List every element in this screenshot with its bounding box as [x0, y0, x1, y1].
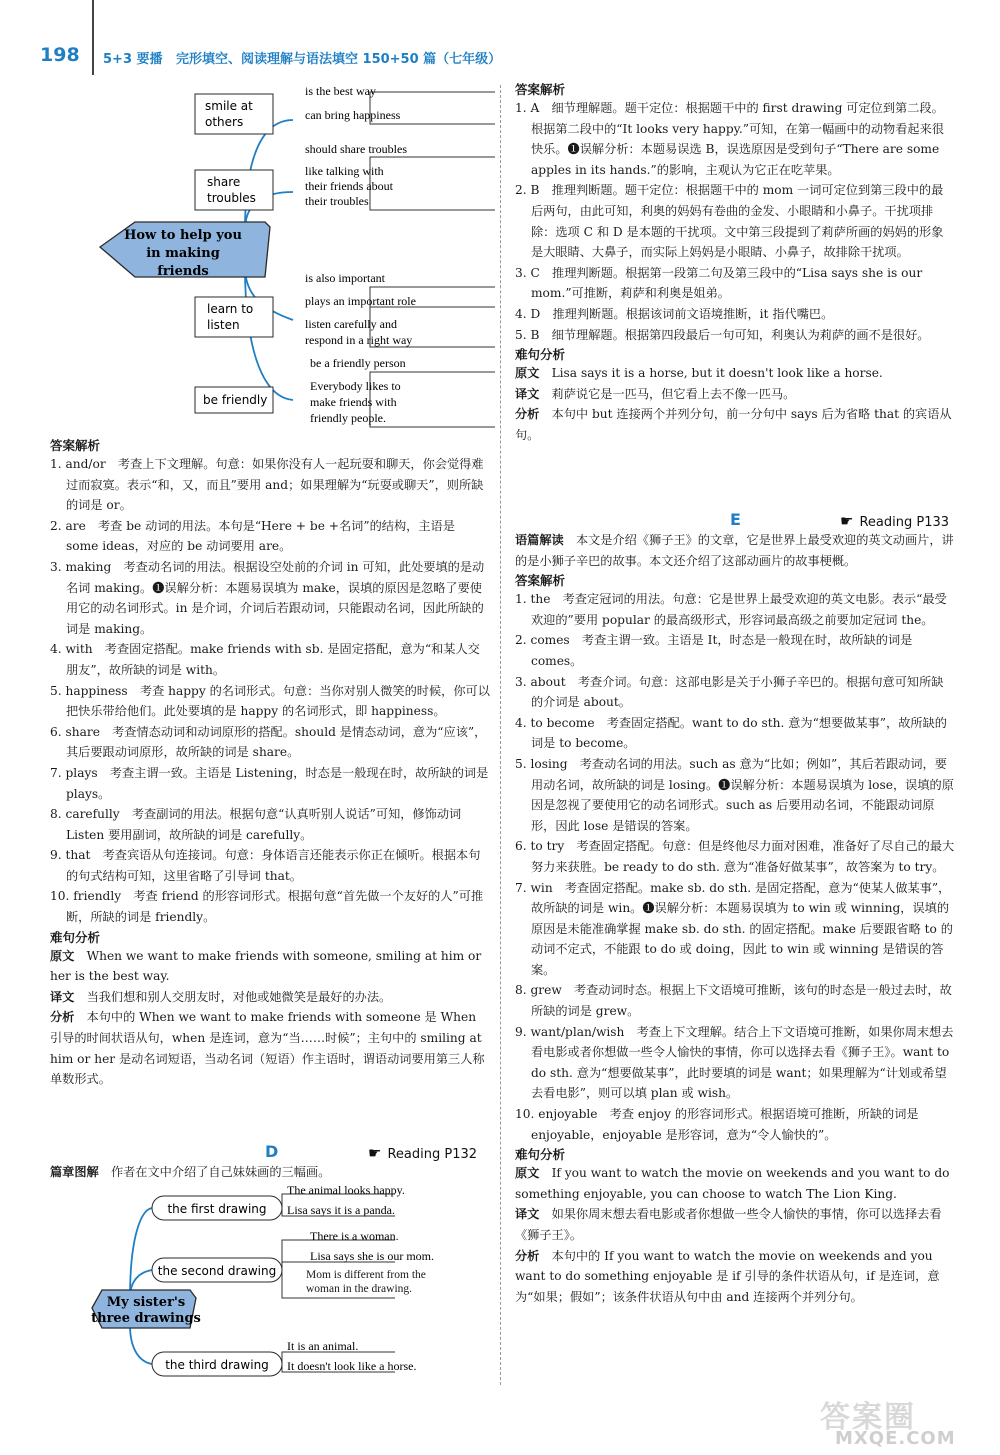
leaf-friendly-person: be a friendly person: [310, 356, 406, 370]
left-answers-heading: 答案解析: [50, 438, 101, 453]
leaf-happiness: can bring happiness: [305, 108, 401, 122]
answer-item: 1. A 细节理解题。题干定位：根据题干中的 first drawing 可定位到第二段。根据第二段中的“It looks very happy.”可知，在第一幅画中的动物看起来很快乐。❶误解分析：本题易误选 B，误选原因是受到句子“There are some apples in its hands.”的影响，主观认为它正在吃苹果。: [515, 101, 944, 177]
section-d-marker: D: [265, 1142, 279, 1161]
mindmap-help-friends: [95, 82, 495, 430]
reading-d-ref: ☛ Reading P132: [368, 1144, 478, 1162]
left-answers-section: [50, 436, 490, 1090]
right-answers-d: [515, 80, 955, 446]
branch-listen-line1: learn to: [207, 302, 254, 316]
leaf-everybody-2: make friends with: [310, 395, 397, 409]
answer-item: 5. happiness 考查 happy 的名词形式。句意：当你对别人微笑的时候，你可以把快乐带给他们。此处要填的是 happy 的名词形式，即 happiness。: [50, 683, 490, 719]
leaf-mom-different: Mom is different from the woman in the drawing.: [306, 1269, 426, 1295]
leaf-is-animal: It is an animal.: [287, 1339, 359, 1353]
right-answers-e-heading: 答案解析: [515, 573, 566, 589]
mindmap2-hub-line2: three drawings: [91, 1311, 201, 1326]
leaf-listen-carefully-2: respond in a right way: [305, 333, 413, 347]
right-answers-e: [515, 530, 955, 1307]
left-fenxi: 分析 本句中的 When we want to make friends with someone 是 When 引导的时间状语从句，when 是连词，意为“当……时候”；主句中的 smiling at him or her 是动名词短语，当动名词（短语）作主语时，谓语动词要用第三人称单数形式。: [50, 1010, 485, 1087]
answer-item: 4. with 考查固定搭配。make friends with sb. 是固定搭配，意为“和某人交朋友”，故所缺的词是 with。: [50, 642, 480, 677]
leaf-listen-carefully-1: listen carefully and: [305, 317, 397, 331]
leaf-should-share: should share troubles: [305, 142, 407, 156]
branch-smile-line1: smile at: [205, 99, 253, 113]
right-fenxi-2: 分析 本句中的 If you want to watch the movie on weekends and you want to do something enjoyable 是 if 引导的条件状语从句，if 是连词，意为“如果；假如”；该条件状语从句中由 and 连接两个并列分句。: [515, 1248, 940, 1304]
answer-item: 6. to try 考查固定搭配。句意：但是终他尽力面对困难，准备好了尽自己的最大努力来获胜。be ready to do sth. 意为“准备好做某事”，故答案为 to try。: [515, 839, 955, 874]
page-header: [0, 0, 1000, 72]
leaf-talking-2: their friends about: [305, 179, 393, 193]
answer-item: 5. B 细节理解题。根据第四段最后一句可知，利奥认为莉萨的画不是很好。: [515, 327, 930, 342]
answer-item: 10. friendly 考查 friend 的形容词形式。根据句意“首先做一个友好的人”可推断，所缺的词是 friendly。: [50, 889, 484, 925]
answer-item: 10. enjoyable 考查 enjoy 的形容词形式。根据语境可推断，所缺的词是 enjoyable，enjoyable 是形容词，意为“令人愉快的”。: [515, 1107, 919, 1142]
leaf-not-horse: It doesn't look like a horse.: [287, 1359, 417, 1373]
leaf-our-mom: Lisa says she is our mom.: [310, 1249, 434, 1263]
section-e-marker: E: [730, 510, 741, 529]
answer-item: 8. carefully 考查副词的用法。根据句意“认真听别人说话”可知，修饰动词 Listen 要用副词，故所缺的词是 carefully。: [50, 807, 462, 842]
answer-item: 1. and/or 考查上下文理解。句意：如果你没有人一起玩耍和聊天，你会觉得难过而寂寞。表示“和，又，而且”要用 and；如果理解为“玩耍或聊天”，则所缺的词是 or。: [50, 457, 484, 513]
mindmap1-hub-line2: in making: [146, 246, 220, 261]
brand-label: 5+3 要播: [103, 52, 163, 67]
pianzhang-line: 篇章图解 作者在文中介绍了自己妹妹画的三幅画。: [50, 1165, 331, 1179]
pointing-hand-icon: ☛: [840, 512, 854, 530]
header-divider: [92, 0, 94, 75]
right-difficult-heading: 难句分析: [515, 347, 566, 363]
answer-item: 2. comes 考查主谓一致。主语是 It，时态是一般现在时，故所缺的词是 comes。: [515, 633, 913, 668]
answer-item: 6. share 考查情态动词和动词原形的搭配。should 是情态动词，意为“应该”，其后要跟动词原形，故所缺的词是 share。: [50, 724, 487, 760]
answer-item: 2. B 推理判断题。题干定位：根据题干中的 mom 一词可定位到第三段中的最后两句，由此可知，利奥的妈妈有卷曲的金发、小眼睛和小鼻子。干扰项排除：选项 C 和 D 是本题的干扰项。文中第三段提到了莉萨所画的妈妈的形象是大眼睛、大鼻子，而实际上妈妈是小眼睛、小鼻子，故排除干扰项。: [515, 183, 944, 260]
leaf-lisa-panda: Lisa says it is a panda.: [287, 1203, 395, 1217]
answer-item: 4. D 推理判断题。根据该词前文语境推断，it 指代嘴巴。: [515, 306, 834, 321]
column-divider: [500, 85, 501, 1385]
drawing1-label: the first drawing: [167, 1202, 267, 1216]
right-yuanwen: 原文 Lisa says it is a horse, but it doesn't look like a horse.: [515, 366, 883, 381]
answer-item: 3. making 考查动名词的用法。根据设空处前的介词 in 可知，此处要填的是动名词 making。❶误解分析：本题易误填为 make，误填的原因是忽略了要使用它的动名词形式。in 是介词，介词后若跟动词，只能跟动名词，因此所缺的词是 making。: [50, 559, 485, 636]
answer-item: 4. to become 考查固定搭配。want to do sth. 意为“想要做某事”，故所缺的词是 to become。: [515, 715, 947, 751]
answer-item: 8. grew 考查动词时态。根据上下文语境可推断，该句的时态是一般过去时，故所缺的词是 grew。: [515, 983, 952, 1019]
answer-item: 2. are 考查 be 动词的用法。本句是“Here + be +名词”的结构，主语是 some ideas，对应的 be 动词要用 are。: [50, 518, 455, 554]
right-answers-heading: 答案解析: [515, 82, 566, 97]
page-number: 198: [40, 44, 80, 66]
yupian-line: 语篇解读 本文是介绍《狮子王》的文章，它是世界上最受欢迎的英文动画片，讲的是小狮子辛巴的故事。本文还介绍了这部动画片的故事梗概。: [515, 533, 954, 568]
leaf-everybody-1: Everybody likes to: [310, 379, 401, 393]
mindmap-sister-drawings: [90, 1180, 495, 1380]
leaf-best-way: is the best way: [305, 84, 376, 98]
leaf-talking-3: their troubles: [305, 194, 369, 208]
answer-item: 7. win 考查固定搭配。make sb. do sth. 是固定搭配，意为“使某人做某事”，故所缺的词是 win。❶误解分析：本题易误填为 to win 或 winning，误填的原因是未能准确掌握 make sb. do sth. 的固定搭配。make 后要跟省略 to 的动词不定式，不能跟 to do 或 doing，因此 to win 或 winning 是错误的答案。: [515, 880, 953, 977]
answer-item: 5. losing 考查动名词的用法。such as 意为“比如；例如”，其后若跟动词，要用动名词，故所缺的词是 losing。❶误解分析：本题易误填为 lose，误填的原因是忽视了要使用它的动名词形式。such as 后要用动名词，不能跟动词原形，因此 lose 是错误的答案。: [515, 756, 954, 833]
branch-share-line1: share: [207, 175, 241, 189]
answer-item: 9. that 考查宾语从句连接词。句意：身体语言还能表示你正在倾听。根据本句的句式结构可知，这里省略了引导词 that。: [50, 848, 481, 883]
right-fenxi: 分析 本句中 but 连接两个并列分句，前一分句中 says 后为省略 that 的宾语从句。: [515, 407, 952, 442]
watermark-url: MXQE.COM: [835, 1428, 956, 1449]
leaf-everybody-3: friendly people.: [310, 411, 386, 425]
pointing-hand-icon: ☛: [368, 1144, 382, 1162]
mindmap1-hub-line3: friends: [157, 264, 209, 279]
right-yiwen: 译文 莉萨说它是一匹马，但它看上去不像一匹马。: [515, 386, 796, 401]
branch-listen-line2: listen: [207, 318, 240, 332]
right-yuanwen-2: 原文 If you want to watch the movie on weekends and you want to do something enjoyable, you can choose to watch The Lion King.: [515, 1166, 950, 1201]
leaf-talking-1: like talking with: [305, 164, 384, 178]
leaf-important-role: plays an important role: [305, 294, 416, 308]
drawing3-label: the third drawing: [165, 1358, 269, 1372]
mindmap1-hub-line1: How to help you: [124, 228, 242, 243]
mindmap2-hub-line1: My sister's: [106, 1295, 186, 1310]
leaf-animal-happy: The animal looks happy.: [287, 1183, 405, 1197]
left-difficult-heading: 难句分析: [50, 929, 101, 945]
left-yuanwen: 原文 When we want to make friends with someone, smiling at him or her is the best way.: [50, 948, 482, 984]
book-title: 完形填空、阅读理解与语法填空 150+50 篇（七年级）: [176, 52, 502, 67]
right-yiwen-2: 译文 如果你周末想去看电影或者你想做一些令人愉快的事情，你可以选择去看《狮子王》。: [515, 1207, 942, 1242]
answer-item: 1. the 考查定冠词的用法。句意：它是世界上最受欢迎的英文电影。表示“最受欢迎的”要用 popular 的最高级形式，形容词最高级之前要加定冠词 the。: [515, 592, 947, 627]
reading-e-ref: ☛ Reading P133: [840, 512, 950, 530]
answer-item: 3. C 推理判断题。根据第一段第二句及第三段中的“Lisa says she is our mom.”可推断，莉萨和利奥是姐弟。: [515, 265, 923, 301]
leaf-woman: There is a woman.: [310, 1229, 399, 1243]
answer-item: 3. about 考查介词。句意：这部电影是关于小狮子辛巴的。根据句意可知所缺的介词是 about。: [515, 674, 944, 710]
drawing2-label: the second drawing: [157, 1264, 277, 1278]
branch-friendly-label: be friendly: [203, 393, 268, 407]
branch-smile-line2: others: [205, 115, 244, 129]
answer-item: 7. plays 考查主谓一致。主语是 Listening，时态是一般现在时，故所缺的词是 plays。: [50, 765, 489, 801]
branch-share-line2: troubles: [207, 191, 256, 205]
left-yiwen: 译文 当我们想和别人交朋友时，对他或她微笑是最好的办法。: [50, 989, 392, 1004]
watermark-logo: 答案圈: [820, 1400, 916, 1435]
leaf-also-important: is also important: [305, 271, 385, 285]
answer-item: 9. want/plan/wish 考查上下文理解。结合上下文语境可推断，如果你周末想去看电影或者你想做一些令人愉快的事情，你可以选择去看《狮子王》。want to do sth. 意为“想要做某事”，此时要填的词是 want；如果理解为“计划或希望去看电影”，则可以填 plan 或 wish。: [515, 1024, 954, 1101]
right-difficult-e-heading: 难句分析: [515, 1147, 566, 1163]
